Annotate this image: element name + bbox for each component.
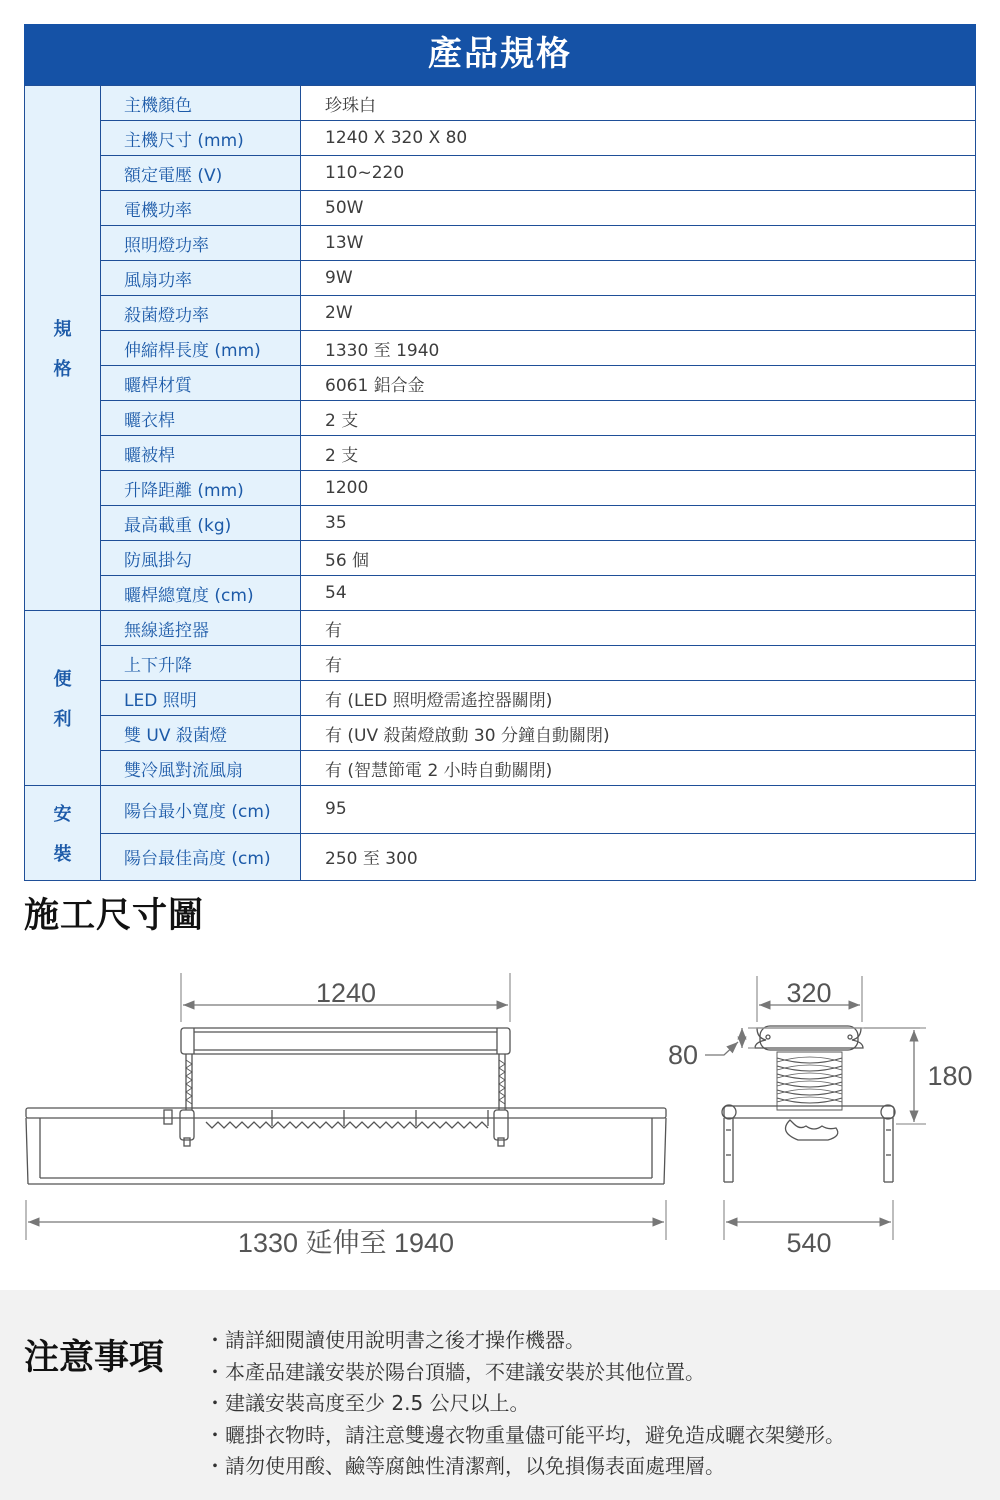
spec-row: [25, 156, 976, 191]
note-item: [205, 1420, 845, 1452]
front-drying-rack: [26, 1108, 666, 1184]
spec-row: [25, 576, 976, 611]
spec-row: [25, 646, 976, 681]
note-text: 請勿使用酸、鹼等腐蝕性清潔劑，以免損傷表面處理層。: [225, 1454, 725, 1478]
notes-list: [205, 1325, 845, 1483]
spec-label: 防風掛勾: [101, 541, 301, 576]
spec-value: 有 (LED 照明燈需遙控器關閉): [301, 681, 976, 716]
spec-value: 有 (UV 殺菌燈啟動 30 分鐘自動關閉): [301, 716, 976, 751]
note-text: 本產品建議安裝於陽台頂牆，不建議安裝於其他位置。: [225, 1359, 705, 1384]
notes-heading: 注意事項: [24, 1338, 165, 1378]
spec-section-label: [25, 786, 101, 881]
spec-label: 曬衣桿: [101, 401, 301, 436]
spec-value: 2W: [301, 296, 976, 331]
spec-section-label: [25, 611, 101, 786]
spec-row: [25, 506, 976, 541]
spec-row: [25, 436, 976, 471]
front-main-unit: [181, 1028, 510, 1110]
spec-row: [25, 786, 976, 834]
spec-label: 曬被桿: [101, 436, 301, 471]
bullet-icon: ・: [205, 1391, 225, 1415]
extension-label: 1330 延伸至 1940: [237, 1228, 455, 1258]
spec-label: 雙 UV 殺菌燈: [101, 716, 301, 751]
spec-section: [24, 24, 976, 881]
spec-row: [25, 331, 976, 366]
spec-value: 54: [301, 576, 976, 611]
spec-section-char: 格: [53, 359, 72, 380]
side-rack-width-label: 540: [786, 1228, 832, 1258]
bullet-icon: ・: [205, 1422, 225, 1447]
spec-label: 曬桿材質: [101, 366, 301, 401]
spec-value: 有: [301, 611, 976, 646]
note-item: [205, 1388, 845, 1420]
spec-row: [25, 296, 976, 331]
spec-label: 電機功率: [101, 191, 301, 226]
spec-value: 1240 X 320 X 80: [301, 121, 976, 156]
side-height-label: 180: [927, 1061, 973, 1091]
spec-value: 有: [301, 646, 976, 681]
side-drying-rack: [722, 1105, 895, 1182]
spec-value: 13W: [301, 226, 976, 261]
bullet-icon: ・: [205, 1359, 225, 1384]
spec-label: 無線遙控器: [101, 611, 301, 646]
spec-section-char: 利: [53, 709, 72, 730]
front-width-label: 1240: [315, 978, 377, 1008]
side-width-label: 320: [786, 978, 832, 1008]
spec-label: 殺菌燈功率: [101, 296, 301, 331]
spec-section-char: 裝: [53, 844, 72, 865]
dimension-diagram: [0, 960, 1000, 1260]
spec-label: 升降距離 (mm): [101, 471, 301, 506]
spec-section-char: 安: [53, 804, 72, 825]
spec-label: 陽台最佳高度 (cm): [101, 833, 301, 881]
spec-section-char: 便: [53, 669, 72, 690]
spec-section-label: [25, 86, 101, 611]
spec-label: 照明燈功率: [101, 226, 301, 261]
spec-row: [25, 121, 976, 156]
side-thickness-label: 80: [667, 1040, 699, 1070]
spec-label: 上下升降: [101, 646, 301, 681]
notes-section: [0, 1290, 1000, 1500]
spec-row: [25, 716, 976, 751]
spec-value: 1330 至 1940: [301, 331, 976, 366]
spec-row: [25, 261, 976, 296]
spec-label: 最高載重 (kg): [101, 506, 301, 541]
spec-value: 50W: [301, 191, 976, 226]
note-item: [205, 1325, 845, 1357]
spec-row: [25, 226, 976, 261]
spec-value: 珍珠白: [301, 86, 976, 121]
spec-row: [25, 681, 976, 716]
spec-label: 風扇功率: [101, 261, 301, 296]
note-item: [205, 1357, 845, 1389]
spec-table: [24, 85, 976, 881]
note-item: [205, 1451, 845, 1483]
spec-value: 有 (智慧節電 2 小時自動關閉): [301, 751, 976, 786]
spec-label: 雙冷風對流風扇: [101, 751, 301, 786]
spec-label: 主機顏色: [101, 86, 301, 121]
bullet-icon: ・: [205, 1328, 225, 1352]
note-text: 曬掛衣物時，請注意雙邊衣物重量儘可能平均，避免造成曬衣架變形。: [225, 1422, 845, 1447]
side-main-unit: [705, 1026, 920, 1110]
spec-label: 主機尺寸 (mm): [101, 121, 301, 156]
dimension-heading: 施工尺寸圖: [24, 896, 205, 936]
bullet-icon: ・: [205, 1454, 225, 1478]
spec-row: [25, 471, 976, 506]
spec-label: 額定電壓 (V): [101, 156, 301, 191]
spec-label: 曬桿總寬度 (cm): [101, 576, 301, 611]
note-text: 請詳細閱讀使用說明書之後才操作機器。: [225, 1328, 585, 1352]
spec-value: 95: [301, 786, 976, 834]
spec-row: [25, 366, 976, 401]
spec-label: LED 照明: [101, 681, 301, 716]
spec-section-char: 規: [53, 319, 72, 340]
spec-value: 2 支: [301, 436, 976, 471]
spec-title: 產品規格: [24, 24, 976, 85]
spec-value: 35: [301, 506, 976, 541]
spec-value: 250 至 300: [301, 833, 976, 881]
spec-row: [25, 401, 976, 436]
spec-row: [25, 191, 976, 226]
spec-value: 1200: [301, 471, 976, 506]
spec-label: 伸縮桿長度 (mm): [101, 331, 301, 366]
spec-row: [25, 541, 976, 576]
spec-row: [25, 751, 976, 786]
note-text: 建議安裝高度至少 2.5 公尺以上。: [225, 1391, 530, 1415]
spec-value: 110~220: [301, 156, 976, 191]
spec-row: [25, 611, 976, 646]
spec-label: 陽台最小寬度 (cm): [101, 786, 301, 834]
spec-value: 56 個: [301, 541, 976, 576]
spec-row: [25, 833, 976, 881]
spec-value: 9W: [301, 261, 976, 296]
spec-value: 2 支: [301, 401, 976, 436]
spec-row: [25, 86, 976, 121]
spec-value: 6061 鋁合金: [301, 366, 976, 401]
